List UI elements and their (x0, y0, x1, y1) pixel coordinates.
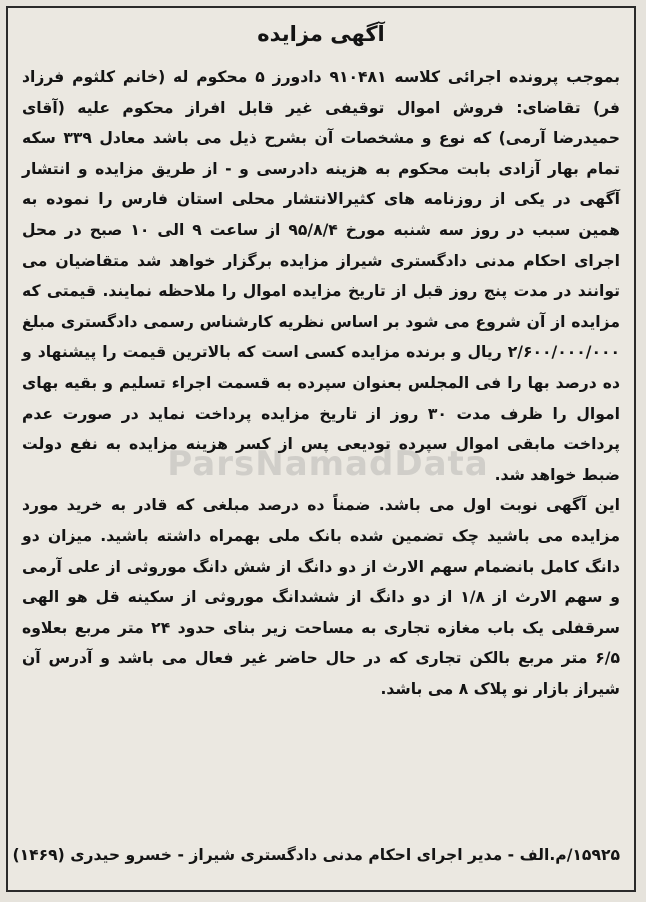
watermark-text: ParsNamadData (167, 444, 489, 484)
advertisement-frame (6, 6, 636, 892)
ad-paragraph-1: بموجب پرونده اجرائی کلاسه ۹۱۰۴۸۱ دادورز ۵ محکوم له (خانم کلثوم فرزاد فر) تقاضای: فروش اموال توقیفی غیر قابل افراز محکوم علیه (آقای حمیدرضا آرمی) که نوع و مشخصات آن بشرح ذیل می باشد معادل ۳۳۹ سکه تمام بهار آزادی بابت محکوم به هزینه دادرسی و - از طریق مزایده و انتشار آگهی در یکی از روزنامه های کثیرالانتشار محلی استان فارس را نموده به همین سبب در روز سه شنبه مورخ ۹۵/۸/۴ از ساعت ۹ الی ۱۰ صبح در محل اجرای احکام مدنی دادگستری شیراز مزایده برگزار خواهد شد متقاضیان می توانند در مدت پنج روز قبل از تاریخ مزایده اموال را ملاحظه نمایند. قیمتی که مزایده از آن شروع می شود بر اساس نظریه کارشناس رسمی دادگستری مبلغ ۲/۶۰۰/۰۰۰/۰۰۰ ریال و برنده مزایده کسی است که بالاترین قیمت را پیشنهاد و ده درصد بها را فی المجلس بعنوان سپرده به قسمت اجراء تسلیم و بقیه بهای اموال را ظرف مدت ۳۰ روز از تاریخ مزایده پرداخت نماید در صورت عدم پرداخت مابقی اموال سپرده تودیعی پس از کسر هزینه مزایده به نفع دولت ضبط خواهد شد. (22, 68, 621, 484)
ad-footer: ۱۵۹۲۵/م.الف - مدیر اجرای احکام مدنی دادگستری شیراز - خسرو حیدری (۱۴۶۹) (12, 846, 620, 864)
ad-title: آگهی مزایده (257, 22, 385, 46)
ad-paragraph-2: این آگهی نوبت اول می باشد. ضمناً ده درصد مبلغی که قادر به خرید مورد مزایده می باشید چک تضمین شده بانک ملی بهمراه داشته باشید. میزان دو دانگ کامل بانضمام سهم الارث از دو دانگ از شش دانگ موروثی از علی آرمی و سهم الارث از ۱/۸ از دو دانگ از ششدانگ موروثی از سکینه قل هو الهی سرقفلی یک باب مغازه تجاری به مساحت زیر بنای حدود ۲۴ متر مربع بعلاوه ۶/۵ متر مربع بالکن تجاری که در حال حاضر غیر فعال می باشد و آدرس آن شیراز بازار نو پلاک ۸ می باشد. (22, 496, 620, 698)
ad-body (22, 62, 620, 704)
